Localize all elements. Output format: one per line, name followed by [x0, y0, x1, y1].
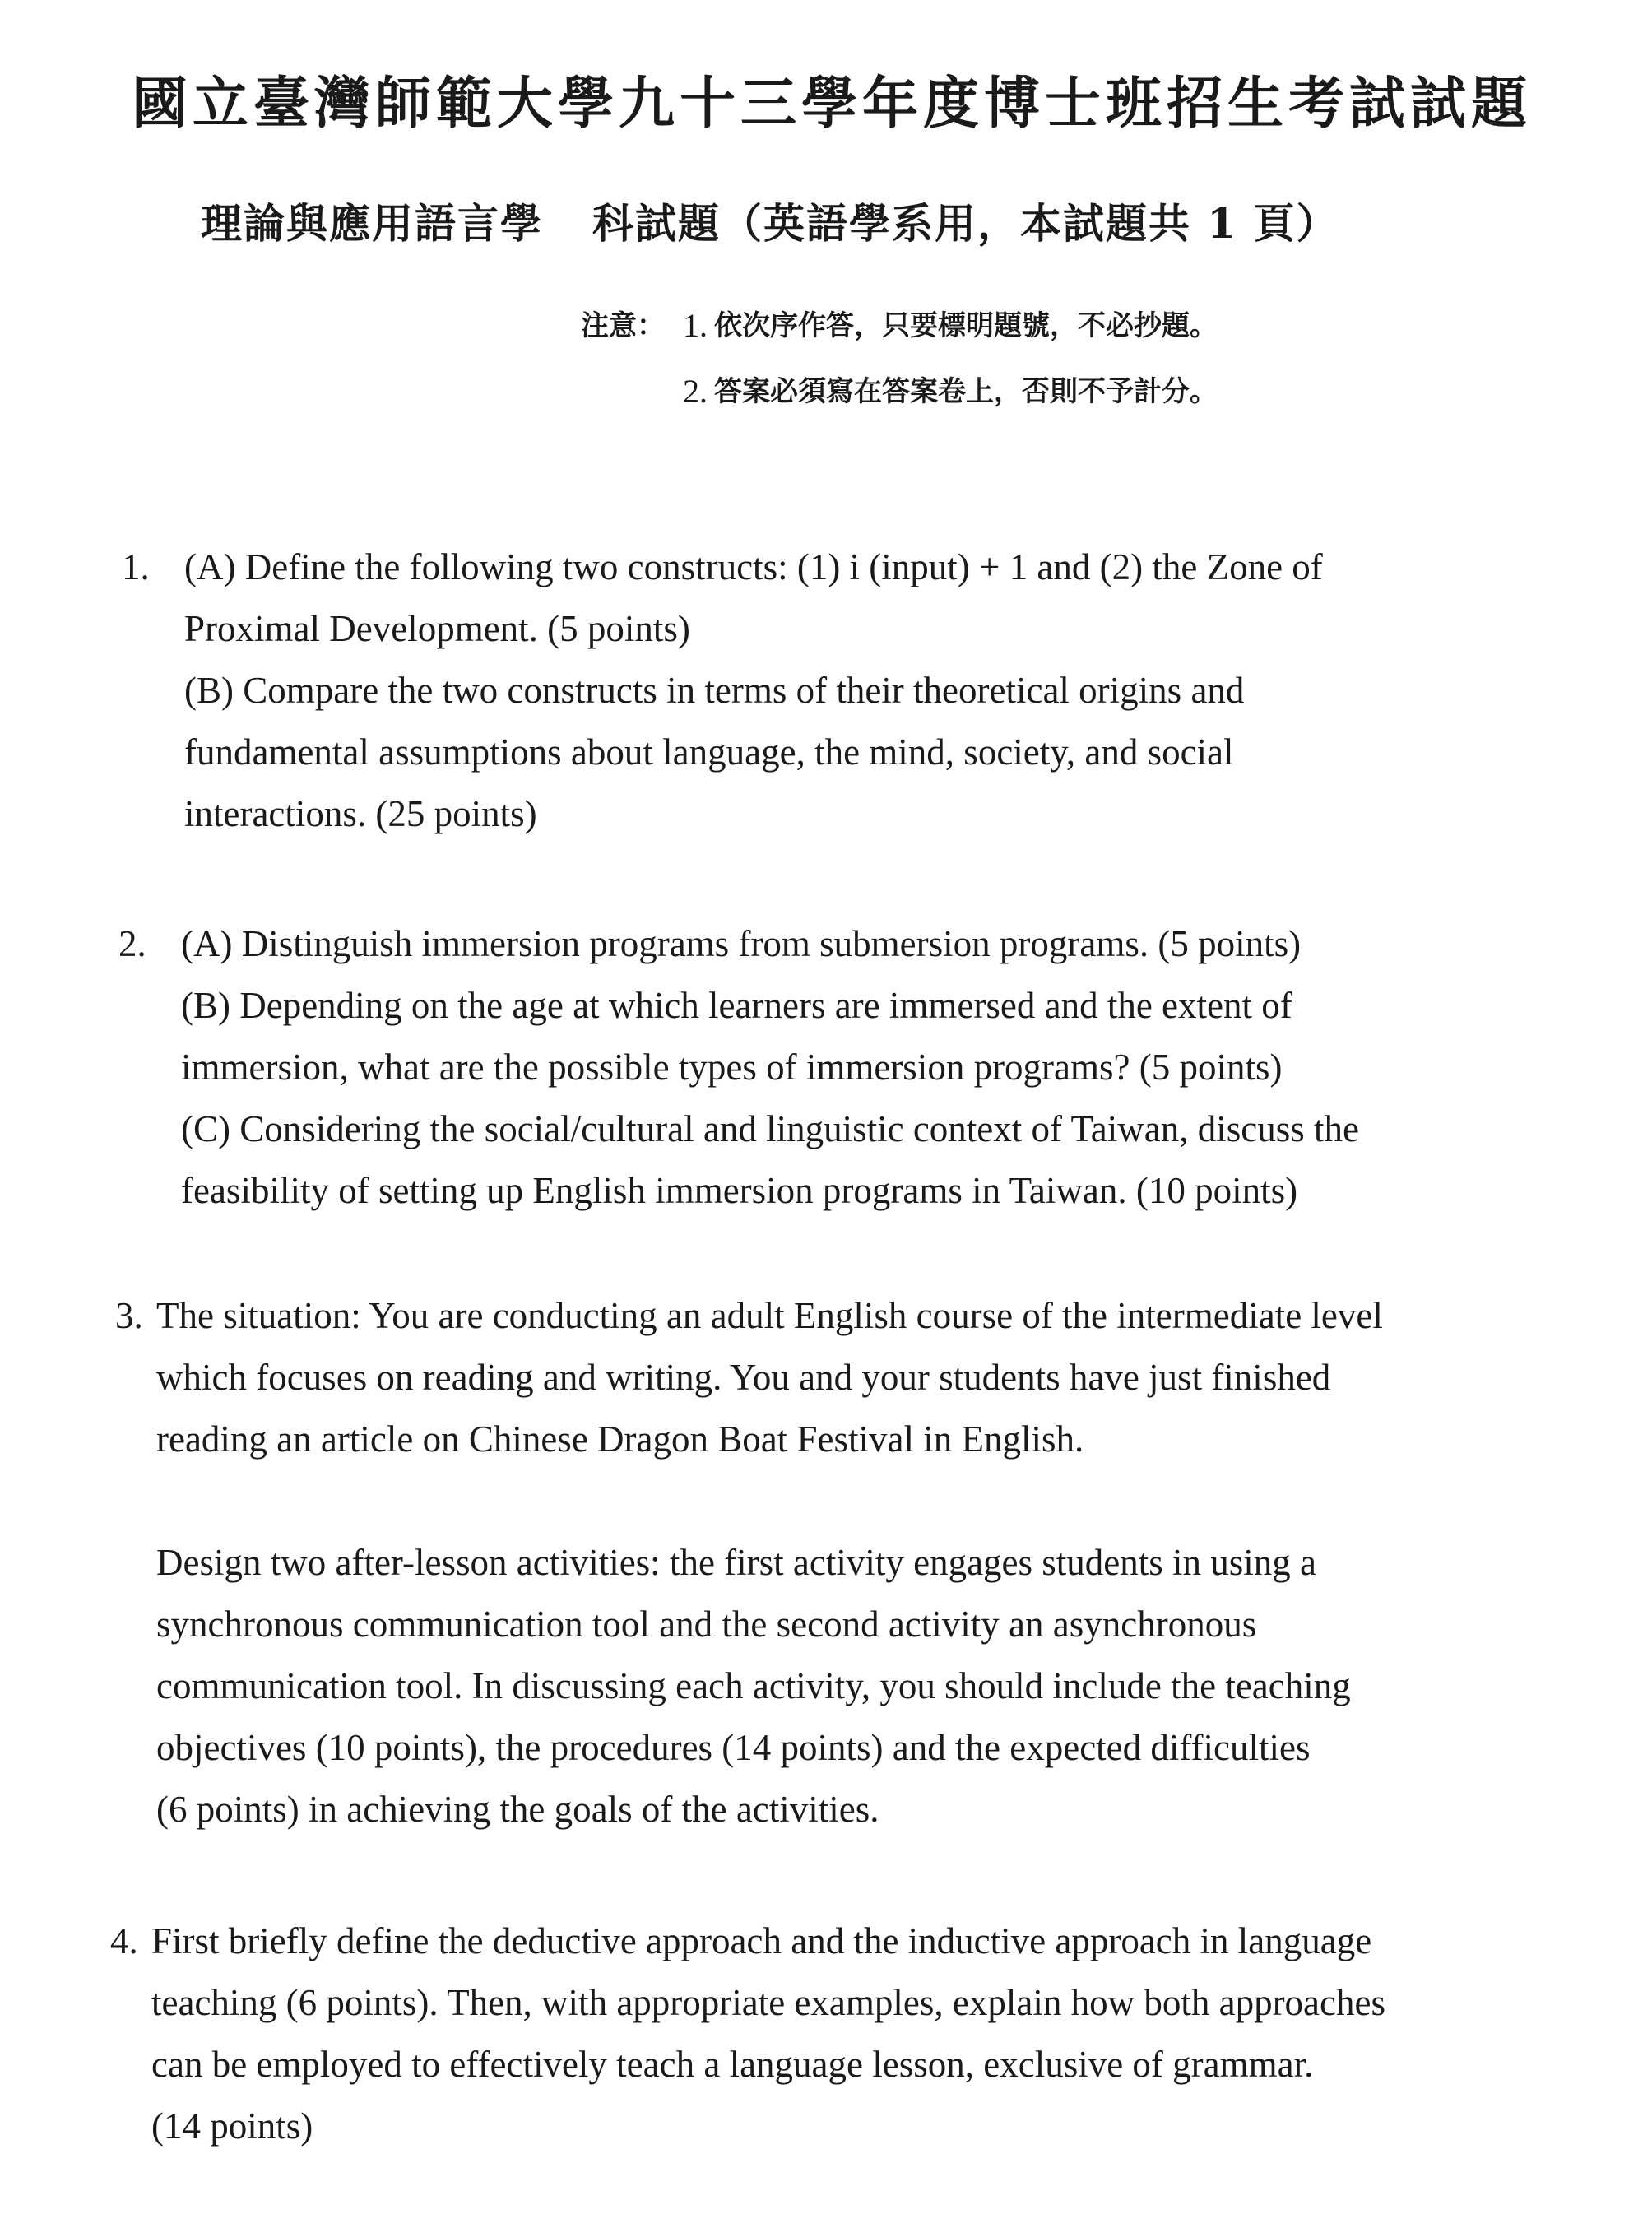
question-body — [184, 536, 1323, 845]
note-text: 依次序作答，只要標明題號，不必抄題。 — [714, 309, 1218, 342]
question-line: synchronous communication tool and the second activity an asynchronous — [156, 1604, 1257, 1645]
question-line: interactions. (25 points) — [184, 793, 537, 834]
question-line: communication tool. In discussing each activity, you should include the teaching — [156, 1665, 1351, 1706]
question-line: (6 points) in achieving the goals of the activities. — [156, 1789, 879, 1830]
question-line: fundamental assumptions about language, the mind, society, and social — [184, 731, 1234, 773]
question-line: Design two after-lesson activities: the first activity engages students in using a — [156, 1542, 1317, 1583]
question-line: immersion, what are the possible types of immersion programs? (5 points) — [181, 1047, 1283, 1088]
question-line: (A) Define the following two constructs: (1) i (input) + 1 and (2) the Zone of — [184, 546, 1323, 587]
question-number: 2. — [118, 923, 146, 964]
question-number: 1. — [122, 546, 150, 587]
note-row — [581, 293, 1218, 359]
exam-title: 國立臺灣師範大學九十三學年度博士班招生考試試題 — [132, 71, 1533, 137]
note-number: 2. — [683, 373, 708, 410]
question-number: 4. — [110, 1920, 138, 1961]
question-body — [181, 913, 1359, 1222]
question-number: 3. — [115, 1295, 143, 1336]
question-line: reading an article on Chinese Dragon Boat Festival in English. — [156, 1418, 1084, 1460]
question-body — [156, 1285, 1383, 1840]
question-line: (A) Distinguish immersion programs from submersion programs. (5 points) — [181, 923, 1302, 964]
question-line: (B) Depending on the age at which learners are immersed and the extent of — [181, 985, 1292, 1026]
exam-subtitle — [201, 191, 1339, 250]
question-line: objectives (10 points), the procedures (14 points) and the expected difficulties — [156, 1727, 1311, 1768]
question-line: First briefly define the deductive approach and the inductive approach in language — [151, 1920, 1372, 1961]
question-line: (C) Considering the social/cultural and linguistic context of Taiwan, discuss the — [181, 1108, 1359, 1149]
subject-suffix: 科試題（英語學系用，本試題共 1 頁） — [592, 199, 1339, 248]
question-line: feasibility of setting up English immersion programs in Taiwan. (10 points) — [181, 1170, 1298, 1211]
note-text: 答案必須寫在答案卷上，否則不予計分。 — [714, 375, 1218, 408]
question-line: which focuses on reading and writing. You and your students have just finished — [156, 1357, 1331, 1398]
exam-notes — [581, 293, 1218, 425]
question-body — [151, 1910, 1385, 2157]
question-line: can be employed to effectively teach a language lesson, exclusive of grammar. — [151, 2044, 1314, 2085]
question-line: The situation: You are conducting an adult English course of the intermediate level — [156, 1295, 1383, 1336]
question-line: teaching (6 points). Then, with appropriate examples, explain how both approaches — [151, 1982, 1385, 2023]
question-line: (14 points) — [151, 2105, 313, 2147]
note-number: 1. — [683, 307, 708, 344]
question-line: (B) Compare the two constructs in terms of their theoretical origins and — [184, 670, 1245, 711]
note-row — [581, 359, 1218, 425]
question-line: Proximal Development. (5 points) — [184, 608, 690, 649]
notes-label: 注意： — [581, 309, 665, 342]
subject-name: 理論與應用語言學 — [201, 199, 543, 248]
